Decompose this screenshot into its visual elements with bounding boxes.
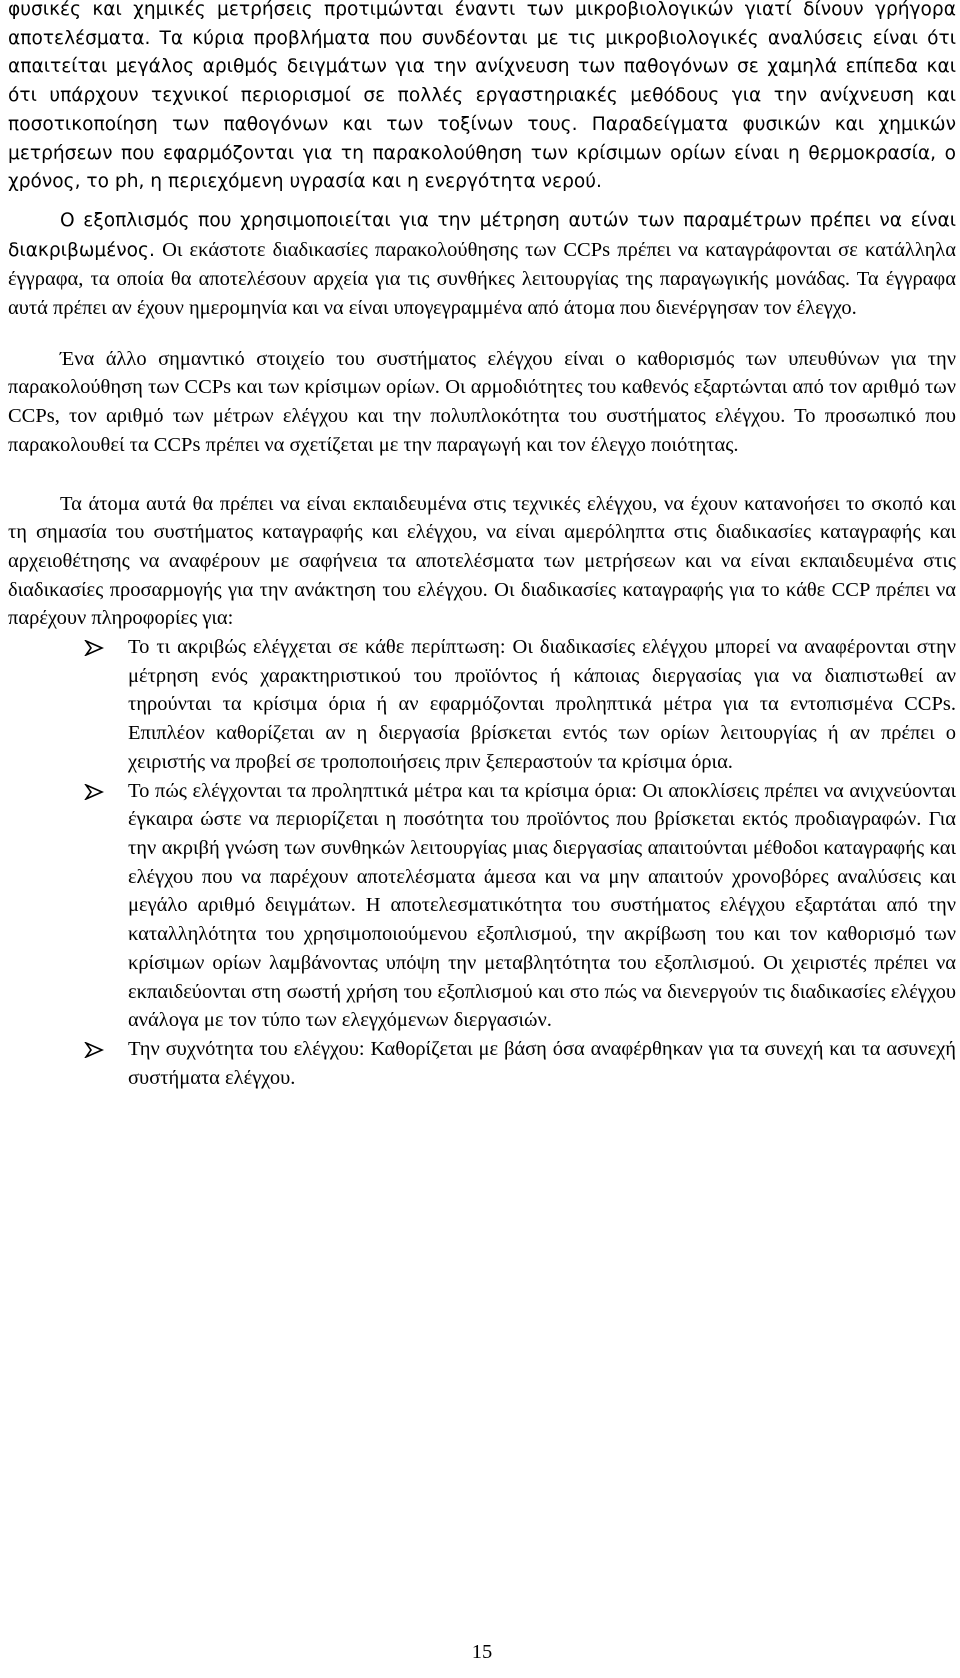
bullet-list <box>8 633 956 1092</box>
list-item <box>8 777 956 1035</box>
paragraph-2-lead: Ο εξοπλισμός που χρησιμοποιείται για την μέτρηση αυτών των παραμέτρων πρέπει να είναι διακριβωμένος. <box>8 209 956 261</box>
list-item <box>8 1035 956 1092</box>
paragraph-2 <box>8 206 956 323</box>
paragraph-1: φυσικές και χημικές μετρήσεις προτιμώνται έναντι των μικροβιολογικών γιατί δίνουν γρήγορα αποτελέσματα. Τα κύρια προβλήματα που συνδέονται με τις μικροβιολογικές αναλύσεις είναι ότι απαιτείται μεγάλος αριθμός δειγμάτων για την ανίχνευση των παθογόνων σε χαμηλά επίπεδα και ότι υπάρχουν τεχνικοί περιορισμοί σε πολλές εργαστηριακές μεθόδους για την ανίχνευση και ποσοτικοποίηση των παθογόνων και των τοξίνων τους. Παραδείγματα φυσικών και χημικών μετρήσεων που εφαρμόζονται για τη παρακολούθηση των κρίσιμων ορίων είναι η θερμοκρασία, ο χρόνος, το ph, η περιεχόμενη υγρασία και η ενεργότητα νερού. <box>8 0 956 193</box>
arrowhead-bullet-icon <box>84 640 104 656</box>
list-item-text: Το πώς ελέγχονται τα προληπτικά μέτρα και τα κρίσιμα όρια: Οι αποκλίσεις πρέπει να ανιχνεύονται έγκαιρα ώστε να περιορίζεται η ποσότητα του προϊόντος που βρίσκεται εκτός προδιαγραφών. Για την ακριβή γνώση των συνθηκών λειτουργίας μιας διεργασίας απαιτούνται μέθοδοι καταγραφής και ελέγχου που να παρέχουν αποτελέσματα άμεσα και να μην απαιτούν χρονοβόρες αναλύσεις και μεγάλο αριθμό δειγμάτων. Η αποτελεσματικότητα του συστήματος ελέγχου εξαρτάται από την καταλληλότητα του χρησιμοποιούμενου εξοπλισμού, την ακρίβωση του και τον καθορισμό των κρίσιμων ορίων λαμβάνοντας υπόψη την μεταβλητότητα του εξοπλισμού. Οι χειριστές πρέπει να εκπαιδεύονται στη σωστή χρήση του εξοπλισμού και στο πώς να διενεργούν τις διαδικασίες ελέγχου ανάλογα με τον τύπο των ελεγχόμενων διεργασιών. <box>128 779 956 1032</box>
arrowhead-bullet-icon <box>84 784 104 800</box>
list-item-text: Την συχνότητα του ελέγχου: Καθορίζεται με βάση όσα αναφέρθηκαν για τα συνεχή και τα ασυνεχή συστήματα ελέγχου. <box>128 1037 956 1089</box>
arrowhead-bullet-icon <box>84 1042 104 1058</box>
document-page <box>8 0 956 1678</box>
paragraph-4: Τα άτομα αυτά θα πρέπει να είναι εκπαιδευμένα στις τεχνικές ελέγχου, να έχουν κατανοήσει το σκοπό και τη σημασία του συστήματος καταγραφής και ελέγχου, να είναι αμερόληπτα στις διαδικασίες καταγραφής και αρχειοθέτησης να αναφέρουν με σαφήνεια τα αποτελέσματα των μετρήσεων και να είναι εκπαιδευμένα στις διαδικασίες προσαρμογής για την ανάκτηση του ελέγχου. Οι διαδικασίες καταγραφής για το κάθε CCP πρέπει να παρέχουν πληροφορίες για: <box>8 492 956 630</box>
page-number: 15 <box>471 1641 493 1663</box>
paragraph-3: Ένα άλλο σημαντικό στοιχείο του συστήματος ελέγχου είναι ο καθορισμός των υπευθύνων για την παρακολούθηση των CCPs και των κρίσιμων ορίων. Οι αρμοδιότητες του καθενός εξαρτώνται από τον αριθμό των CCPs, τον αριθμό των μέτρων ελέγχου και την πολυπλοκότητα του συστήματος ελέγχου. Το προσωπικό που παρακολουθεί τα CCPs πρέπει να σχετίζεται με την παραγωγή και τον έλεγχο ποιότητας. <box>8 347 956 456</box>
list-item-text: Το τι ακριβώς ελέγχεται σε κάθε περίπτωση: Οι διαδικασίες ελέγχου μπορεί να αναφέρονται στην μέτρηση ενός χαρακτηριστικού του προϊόντος ή κάποιας διεργασίας για να διαπιστωθεί αν τηρούνται τα κρίσιμα όρια ή αν εφαρμόζονται προληπτικά μέτρα για τα εντοπισμένα CCPs. Επιπλέον καθορίζεται αν η διεργασία βρίσκεται εντός των ορίων λειτουργίας ή αν πρέπει ο χειριστής να προβεί σε τροποποιήσεις πριν ξεπεραστούν τα κρίσιμα όρια. <box>128 636 956 773</box>
paragraph-2-body: Οι εκάστοτε διαδικασίες παρακολούθησης των CCPs πρέπει να καταγράφονται σε κατάλληλα έγγραφα, τα οποία θα αποτελέσουν αρχεία για τις συνθήκες λειτουργίας της παραγωγικής μονάδας. Τα έγγραφα αυτά πρέπει αν έχουν ημερομηνία και να είναι υπογεγραμμένα από άτομα που διενέργησαν τον έλεγχο. <box>8 238 956 320</box>
list-item <box>8 633 956 777</box>
